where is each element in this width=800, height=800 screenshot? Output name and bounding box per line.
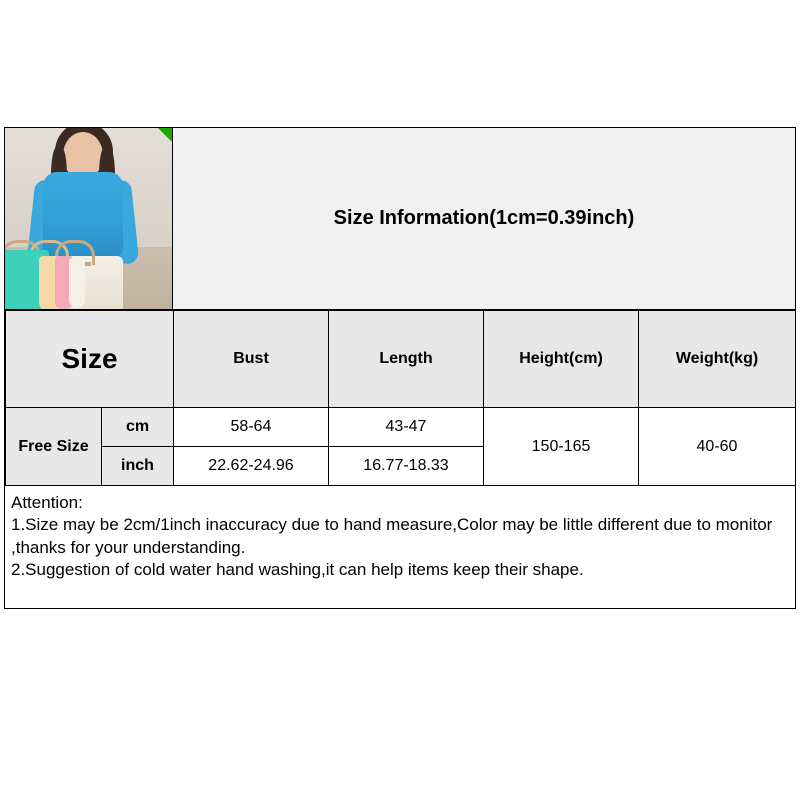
attention-line-2: 2.Suggestion of cold water hand washing,it can help items keep their shape. (11, 560, 584, 580)
product-photo (5, 128, 173, 309)
length-cm: 43-47 (329, 408, 484, 447)
clothing-rack (5, 202, 85, 309)
column-header-height: Height(cm) (484, 311, 639, 408)
table-header-row (6, 311, 796, 408)
column-header-size: Size (6, 311, 174, 408)
green-corner-marker (158, 128, 172, 142)
attention-section (5, 486, 795, 608)
column-header-weight: Weight(kg) (639, 311, 796, 408)
column-header-bust: Bust (174, 311, 329, 408)
unit-cm: cm (102, 408, 174, 447)
column-header-length: Length (329, 311, 484, 408)
unit-inch: inch (102, 447, 174, 486)
weight-value: 40-60 (639, 408, 796, 486)
bust-inch: 22.62-24.96 (174, 447, 329, 486)
garment-white (69, 258, 85, 308)
bust-cm: 58-64 (174, 408, 329, 447)
card-header (5, 128, 795, 310)
height-value: 150-165 (484, 408, 639, 486)
length-inch: 16.77-18.33 (329, 447, 484, 486)
table-row (6, 408, 796, 447)
row-label-free-size: Free Size (6, 408, 102, 486)
size-table (5, 310, 796, 486)
attention-heading: Attention: (11, 493, 83, 512)
attention-line-1: 1.Size may be 2cm/1inch inaccuracy due to hand measure,Color may be little different due to monitor ,thanks for your understanding. (11, 515, 773, 557)
size-information-card (4, 127, 796, 609)
page-title: Size Information(1cm=0.39inch) (173, 128, 795, 309)
